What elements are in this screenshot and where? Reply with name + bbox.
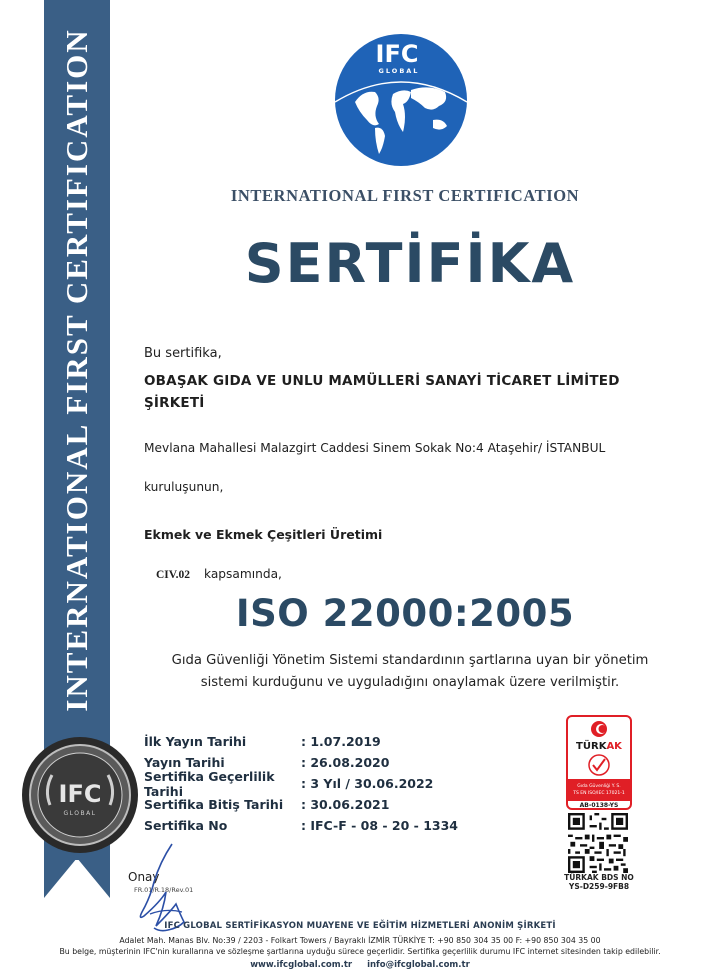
footer-contacts	[0, 960, 720, 970]
side-band-text: INTERNATIONAL FIRST CERTIFICATION	[59, 28, 94, 712]
detail-row	[144, 815, 458, 836]
detail-row	[144, 794, 458, 815]
company-name-line2: ŞİRKETİ	[144, 395, 205, 411]
seal-brand: IFC	[58, 780, 102, 808]
footer-company: IFC GLOBAL SERTİFİKASYON MUAYENE VE EĞİTİM HİZMETLERİ ANONİM ŞİRKETİ	[164, 921, 556, 931]
detail-value: : 26.08.2020	[301, 755, 390, 770]
detail-label: Yayın Tarihi	[144, 755, 225, 770]
detail-value: : 30.06.2021	[301, 797, 390, 812]
turkak-accreditation-no: AB-0138-YS	[579, 802, 619, 809]
qr-code	[568, 813, 628, 873]
detail-value: : 1.07.2019	[301, 734, 381, 749]
company-address: Mevlana Mahallesi Malazgirt Caddesi Sinem Sokak No:4 Ataşehir/ İSTANBUL	[144, 441, 606, 455]
scope-code: CIV.02	[156, 569, 190, 581]
ifc-globe-logo	[333, 32, 469, 168]
footer-email-link[interactable]: info@ifcglobal.com.tr	[367, 960, 470, 970]
svg-text:TÜRKAK	[576, 738, 623, 752]
certificate-description	[130, 650, 690, 694]
footer	[0, 921, 720, 970]
company-name-line1: OBAŞAK GIDA VE UNLU MAMÜLLERİ SANAYİ TİCARET LİMİTED	[144, 373, 620, 389]
detail-label: Sertifika No	[144, 818, 228, 833]
org-suffix: kuruluşunun,	[144, 480, 224, 494]
ifc-seal	[20, 735, 140, 855]
approval-label: Onay	[128, 870, 160, 884]
detail-label: İlk Yayın Tarihi	[144, 734, 247, 749]
turkak-name-dark: TÜRK	[576, 741, 607, 752]
bds-number	[560, 873, 638, 891]
turkak-accreditation-badge	[566, 715, 632, 810]
footer-address: Adalet Mah. Manas Blv. No:39 / 2203 - Folkart Towers / Bayraklı İZMİR TÜRKİYE T: +90 850 304 35 00 F: +90 850 304 35 00	[119, 936, 601, 945]
detail-label: Sertifika Geçerlilik Tarihi	[144, 768, 275, 799]
form-code: FR.01/R.18/Rev.01	[134, 886, 194, 894]
logo-brand: IFC	[375, 40, 419, 68]
scope-line	[156, 567, 282, 581]
turkak-accreditation-line1: Gıda Güvenliği Y. S.	[577, 784, 621, 789]
issuer-name: INTERNATIONAL FIRST CERTIFICATION	[230, 186, 580, 205]
detail-value: : 3 Yıl / 30.06.2022	[301, 776, 434, 791]
scope-text: Ekmek ve Ekmek Çeşitleri Üretimi	[144, 527, 383, 542]
intro-text: Bu sertifika,	[144, 346, 222, 361]
scope-suffix: kapsamında,	[203, 567, 282, 581]
bds-label: TÜRKAK BDS NO	[564, 873, 634, 882]
bds-code: YS-D259-9FB8	[568, 882, 630, 891]
turkak-name-red: AK	[606, 741, 622, 752]
footer-notice: Bu belge, müşterinin IFC'nin kurallarına ve sözleşme şartlarına uyduğu sürece geçerlidir. Sertifika geçerlilik durumu IFC internet sitesinden takip edilebilir.	[59, 947, 661, 956]
turkak-accreditation-line2: TS EN ISO/IEC 17021-1	[573, 791, 625, 796]
description-line1: Gıda Güvenliği Yönetim Sistemi standardının şartlarına uyan bir yönetim	[171, 653, 649, 668]
side-band-tail	[44, 858, 110, 898]
detail-label: Sertifika Bitiş Tarihi	[144, 797, 284, 812]
footer-website-link[interactable]: www.ifcglobal.com.tr	[250, 960, 353, 970]
detail-row	[144, 731, 458, 752]
logo-sub: GLOBAL	[378, 67, 420, 75]
description-line2: sistemi kurduğunu ve uyguladığını onaylamak üzere verilmiştir.	[200, 675, 620, 690]
certificate-title: SERTİFİKA	[244, 232, 576, 295]
seal-sub: GLOBAL	[63, 810, 97, 817]
standard-name: ISO 22000:2005	[235, 592, 575, 635]
detail-row	[144, 768, 458, 799]
detail-value: : IFC-F - 08 - 20 - 1334	[301, 818, 458, 833]
certificate-details	[144, 731, 458, 836]
